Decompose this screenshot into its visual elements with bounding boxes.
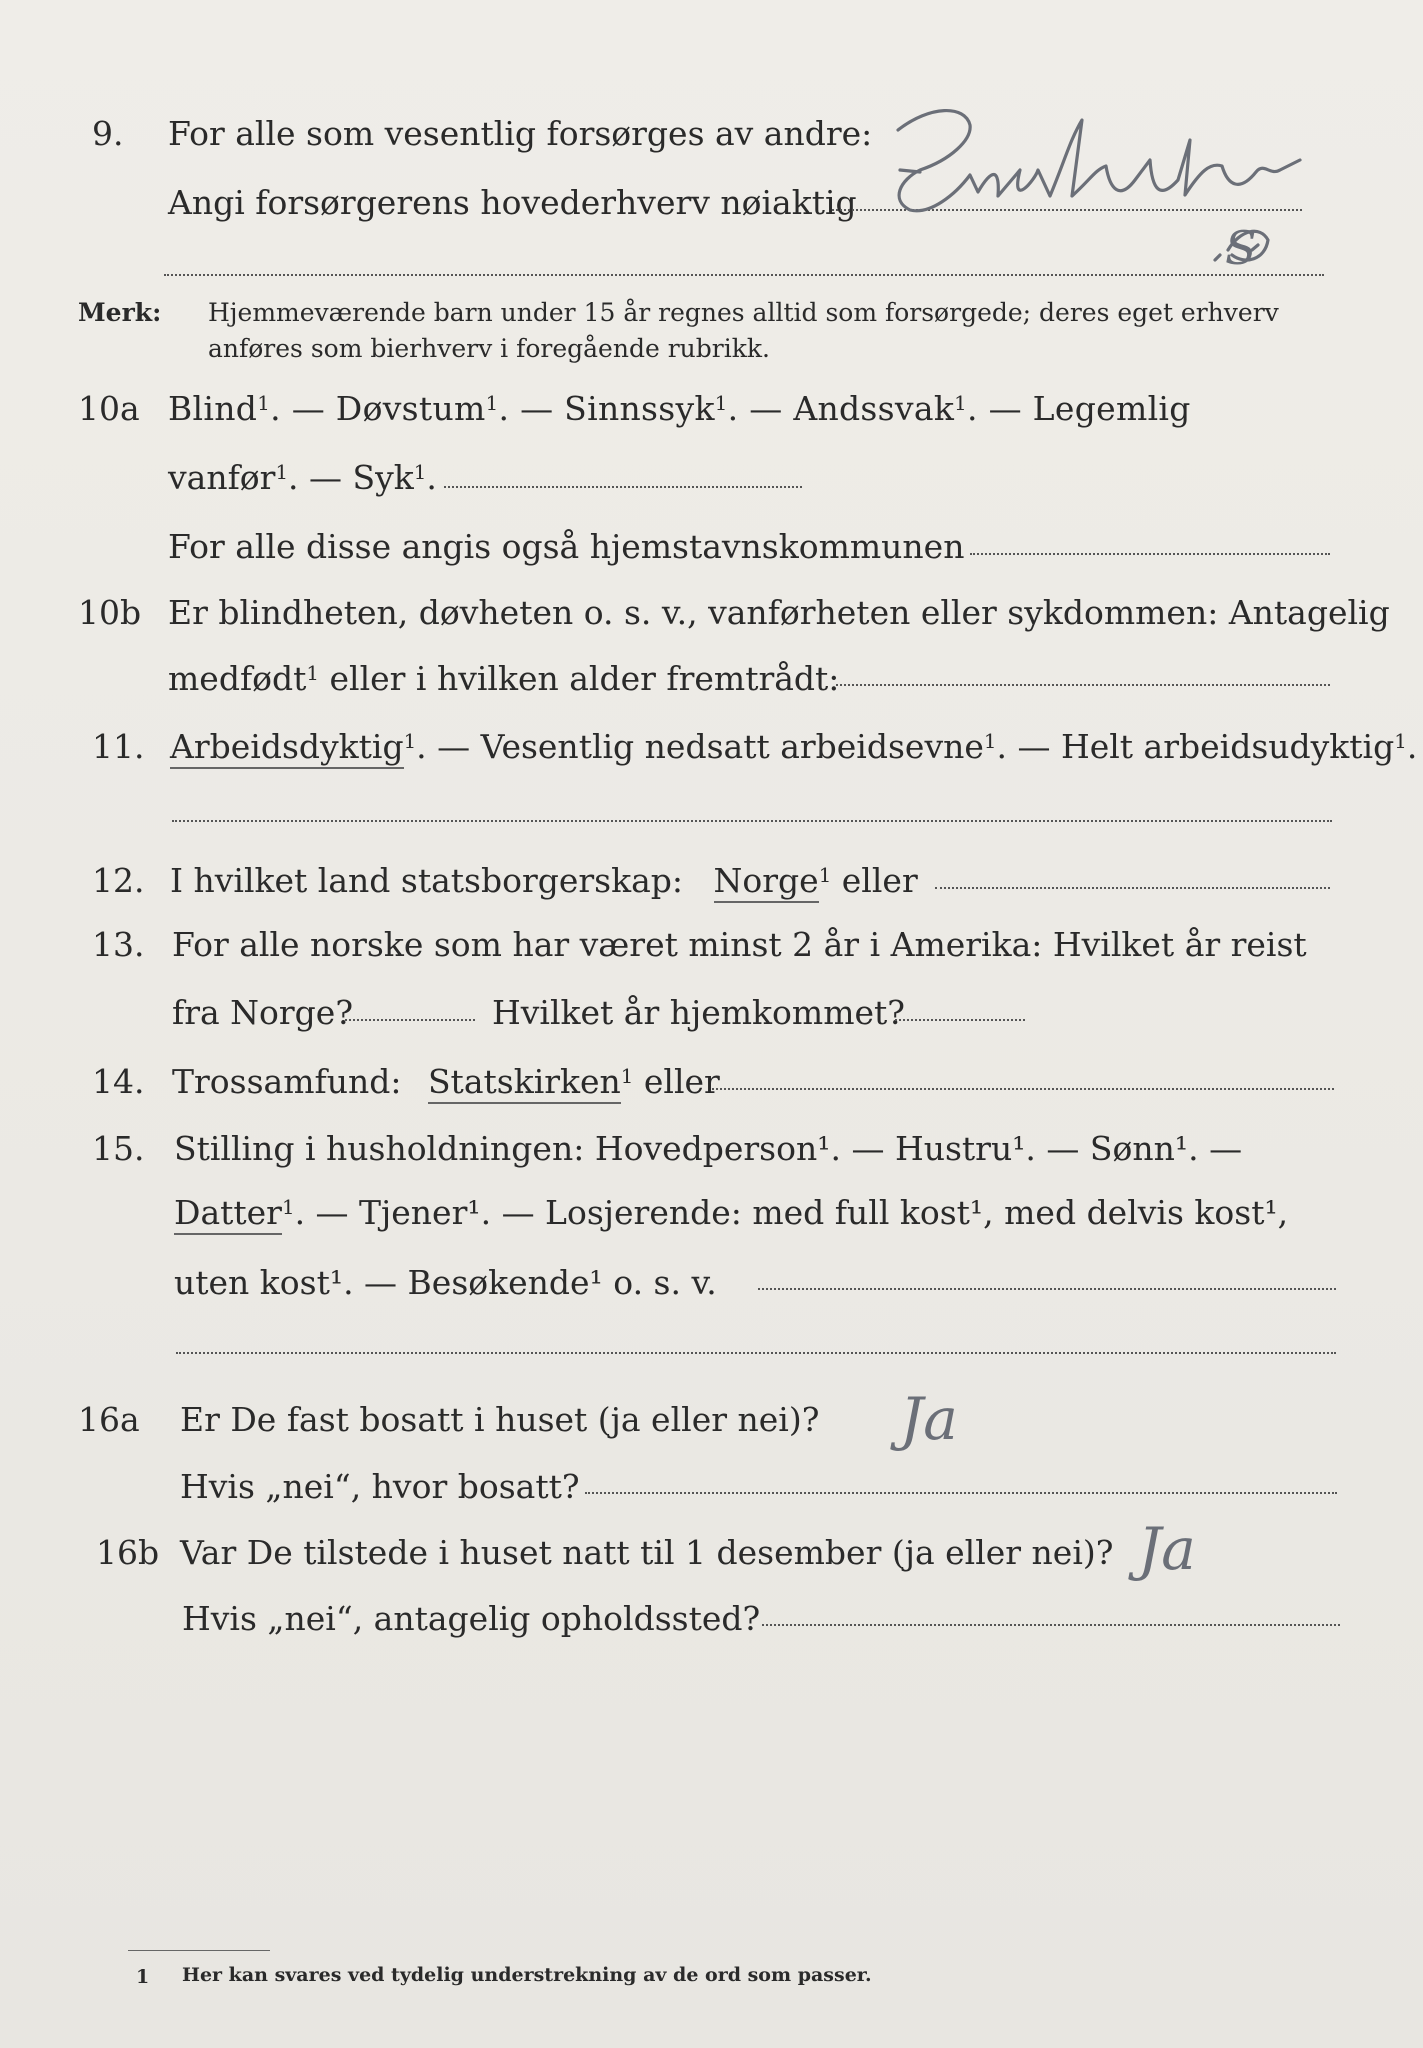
- footnote-mark: 1: [136, 1966, 150, 1988]
- q16b-number: 16b: [96, 1533, 160, 1572]
- q15-answer-line: [758, 1288, 1336, 1290]
- merk-line1: Hjemmeværende barn under 15 år regnes alltid som forsørgede; deres eget erhverv: [208, 298, 1279, 327]
- opt-andssvak: . — Andssvak: [727, 389, 955, 428]
- opt-blind: Blind: [168, 389, 258, 428]
- opt-nedsatt: . — Vesentlig nedsatt arbeidsevne: [416, 727, 984, 766]
- q16b-handwritten-answer: Ja: [1138, 1515, 1196, 1583]
- q12-tail: eller: [841, 861, 918, 900]
- sup: 1: [257, 392, 271, 415]
- q14-line: [172, 1062, 720, 1101]
- q10a-line3: For alle disse angis også hjemstavnskommunen: [168, 527, 965, 566]
- opt-datter-underlined: Datter: [174, 1193, 282, 1235]
- q16a-line1: Er De fast bosatt i huset (ja eller nei)?: [180, 1400, 820, 1439]
- q12-number: 12.: [92, 861, 145, 900]
- q16a-number: 16a: [78, 1400, 140, 1439]
- q10a-number: 10a: [78, 389, 140, 428]
- opt-dovstum: . — Døvstum: [270, 389, 486, 428]
- q10a-answer-line: [444, 486, 802, 488]
- opt-syk: . — Syk: [288, 458, 414, 497]
- footnote-text: Her kan svares ved tydelig understrekning av de ord som passer.: [182, 1964, 872, 1986]
- opt-statskirken-underlined: Statskirken: [428, 1062, 621, 1104]
- q10a-line1: [168, 389, 1191, 428]
- q15-line2-rest: . — Tjener¹. — Losjerende: med full kost¹, med delvis kost¹,: [294, 1193, 1289, 1232]
- q15-line1: Stilling i husholdningen: Hovedperson¹. — Hustru¹. — Sønn¹. —: [174, 1129, 1243, 1168]
- q12-text: I hvilket land statsborgerskap:: [170, 861, 684, 900]
- opt-arbeidsdyktig-underlined: Arbeidsdyktig: [170, 727, 404, 769]
- q12-answer-line: [935, 887, 1330, 889]
- sup: 1: [403, 730, 417, 753]
- footnote-rule: [128, 1950, 270, 1951]
- q10a-hjemstavn-line: [970, 553, 1330, 555]
- opt-norge-underlined: Norge: [714, 861, 819, 903]
- merk-line2: anføres som bierhverv i foregående rubrikk.: [208, 334, 770, 363]
- sup: 1: [1394, 730, 1407, 753]
- q10b-number: 10b: [78, 593, 142, 632]
- q9-number: 9.: [92, 114, 124, 153]
- q11-number: 11.: [92, 727, 145, 766]
- q9-handwritten-answer: [860, 100, 1340, 210]
- q15-line3: uten kost¹. — Besøkende¹ o. s. v.: [174, 1263, 717, 1302]
- opt-vanfor: vanfør: [168, 458, 276, 497]
- q14-answer-line: [712, 1088, 1334, 1090]
- q13-number: 13.: [92, 925, 145, 964]
- q10a-line2: [168, 458, 437, 497]
- q9-handwritten-note: S: [1225, 221, 1257, 275]
- sup: 1: [275, 461, 289, 484]
- q10b-answer-line: [836, 684, 1330, 686]
- q15-number: 15.: [92, 1129, 145, 1168]
- q14-tail: eller: [643, 1062, 720, 1101]
- q9-answer-line-2: [164, 274, 1324, 276]
- merk-label: Merk:: [78, 298, 162, 327]
- q15-line2: [174, 1193, 1289, 1232]
- sup: 1: [818, 864, 832, 887]
- sup: 1: [714, 392, 728, 415]
- opt-legemlig: . — Legemlig: [967, 389, 1191, 428]
- q15-answer-line-2: [176, 1352, 1336, 1354]
- q16a-answer-line: [585, 1492, 1337, 1494]
- opt-sinnssyk: . — Sinnssyk: [498, 389, 715, 428]
- sup: 1: [620, 1065, 634, 1088]
- q14-text: Trossamfund:: [172, 1062, 402, 1101]
- q14-number: 14.: [92, 1062, 145, 1101]
- q16a-handwritten-answer: Ja: [900, 1385, 958, 1453]
- q16b-answer-line: [762, 1624, 1340, 1626]
- q11-line: [170, 727, 1418, 766]
- q10b-line2-rest: eller i hvilken alder fremtrådt:: [319, 659, 840, 698]
- q13-line1: For alle norske som har været minst 2 år i Amerika: Hvilket år reist: [172, 925, 1307, 964]
- sup: 1: [983, 730, 997, 753]
- period: .: [426, 458, 437, 497]
- q10b-line2: [168, 659, 840, 698]
- q13-reist-line: [345, 1019, 475, 1021]
- q9-line2: Angi forsørgerens hovederhverv nøiaktig: [168, 183, 857, 222]
- q13-hjemkommet-line: [895, 1019, 1025, 1021]
- q12-line: [170, 861, 918, 900]
- sup: 1: [485, 392, 499, 415]
- period: .: [1406, 727, 1418, 766]
- q16a-line2: Hvis „nei“, hvor bosatt?: [180, 1467, 580, 1506]
- sup: 1: [281, 1196, 295, 1219]
- q13-line2a: fra Norge?: [172, 993, 354, 1032]
- q11-answer-line: [172, 820, 1332, 822]
- q10b-line1: Er blindheten, døvheten o. s. v., vanførheten eller sykdommen: Antagelig: [168, 593, 1390, 632]
- sup: 1: [413, 461, 427, 484]
- q16b-line2: Hvis „nei“, antagelig opholdssted?: [182, 1599, 761, 1638]
- q16b-line1: Var De tilstede i huset natt til 1 desember (ja eller nei)?: [180, 1533, 1114, 1572]
- opt-udyktig: . — Helt arbeidsudyktig: [996, 727, 1395, 766]
- q9-line1: For alle som vesentlig forsørges av andre:: [168, 114, 873, 153]
- sup: 1: [954, 392, 968, 415]
- q13-line2b: Hvilket år hjemkommet?: [492, 993, 905, 1032]
- opt-medfodt: medfødt: [168, 659, 307, 698]
- sup: 1: [306, 662, 320, 685]
